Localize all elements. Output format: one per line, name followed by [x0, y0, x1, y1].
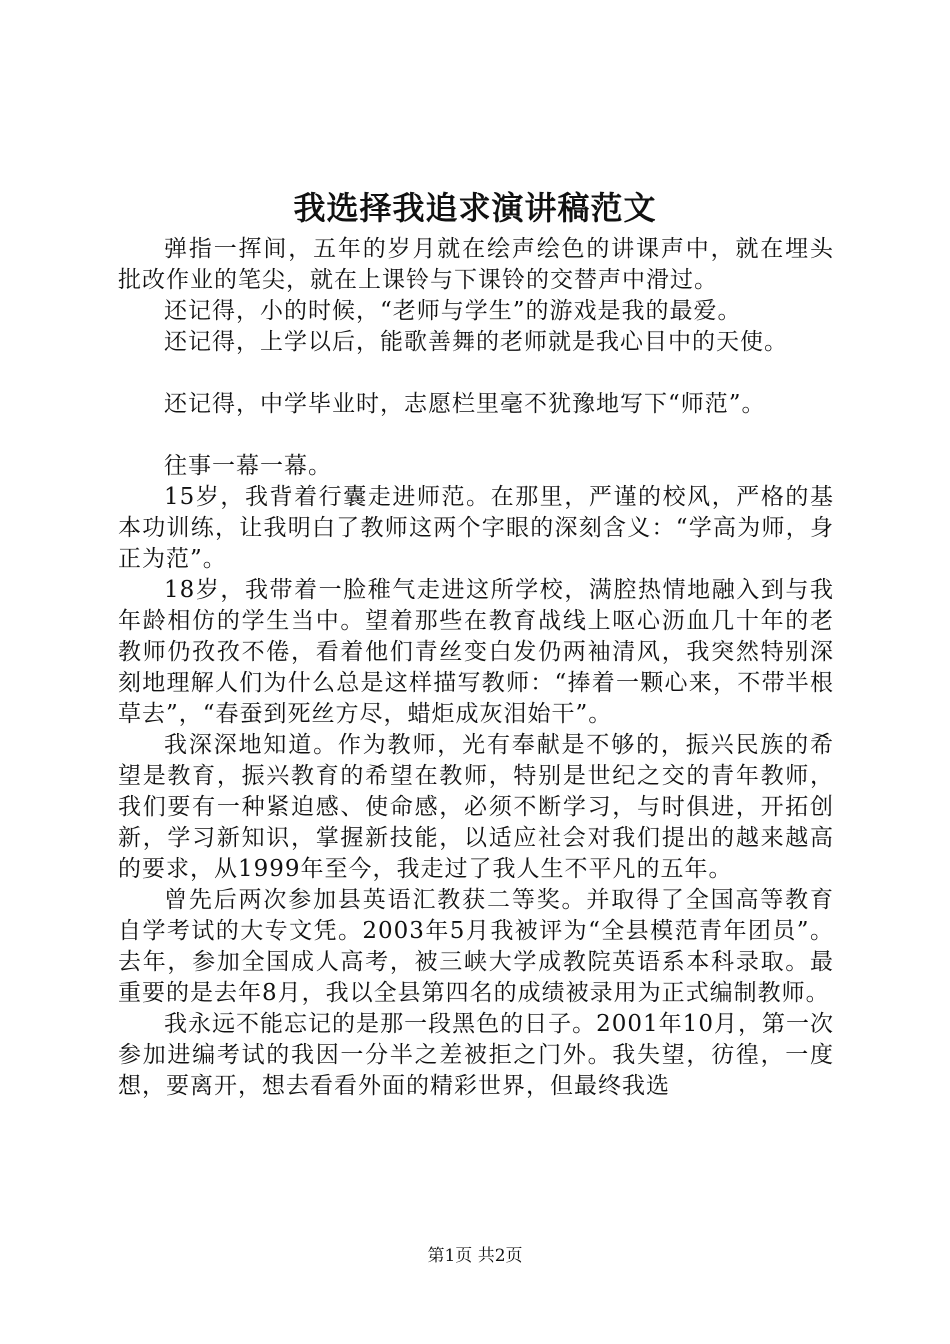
document-body	[118, 234, 834, 1102]
paragraph: 还记得，中学毕业时，志愿栏里毫不犹豫地写下“师范”。	[164, 391, 766, 417]
paragraph: 我永远不能忘记的是那一段黑色的日子。2001年10月，第一次参加进编考试的我因一分半之差被拒之门外。我失望，彷徨，一度想，要离开，想去看看外面的精彩世界，但最终我选	[118, 1011, 834, 1099]
paragraph: 还记得，上学以后，能歌善舞的老师就是我心目中的天使。	[164, 329, 788, 355]
paragraph: 曾先后两次参加县英语汇教获二等奖。并取得了全国高等教育自学考试的大专文凭。2003年5月我被评为“全县模范青年团员”。去年，参加全国成人高考，被三峡大学成教院英语系本科录取。最重要的是去年8月，我以全县第四名的成绩被录用为正式编制教师。	[118, 887, 834, 1006]
document-title: 我选择我追求演讲稿范文	[293, 189, 657, 227]
paragraph: 18岁，我带着一脸稚气走进这所学校，满腔热情地融入到与我年龄相仿的学生当中。望着那些在教育战线上呕心沥血几十年的老教师仍孜孜不倦，看着他们青丝变白发仍两袖清风，我突然特别深刻地理解人们为什么总是这样描写教师：“捧着一颗心来，不带半根草去”，“春蚕到死丝方尽，蜡炬成灰泪始干”。	[118, 577, 834, 727]
paragraph: 往事一幕一幕。	[164, 453, 332, 479]
paragraph: 还记得，小的时候，“老师与学生”的游戏是我的最爱。	[164, 298, 742, 324]
paragraph: 弹指一挥间，五年的岁月就在绘声绘色的讲课声中，就在埋头批改作业的笔尖，就在上课铃与下课铃的交替声中滑过。	[118, 236, 834, 293]
paragraph: 15岁，我背着行囊走进师范。在那里，严谨的校风，严格的基本功训练，让我明白了教师这两个字眼的深刻含义：“学高为师，身正为范”。	[118, 484, 834, 572]
paragraph: 我深深地知道。作为教师，光有奉献是不够的，振兴民族的希望是教育，振兴教育的希望在教师，特别是世纪之交的青年教师，我们要有一种紧迫感、使命感，必须不断学习，与时俱进，开拓创新，学习新知识，掌握新技能，以适应社会对我们提出的越来越高的要求，从1999年至今，我走过了我人生不平凡的五年。	[118, 732, 834, 882]
page-footer: 第1页 共2页	[427, 1246, 523, 1266]
